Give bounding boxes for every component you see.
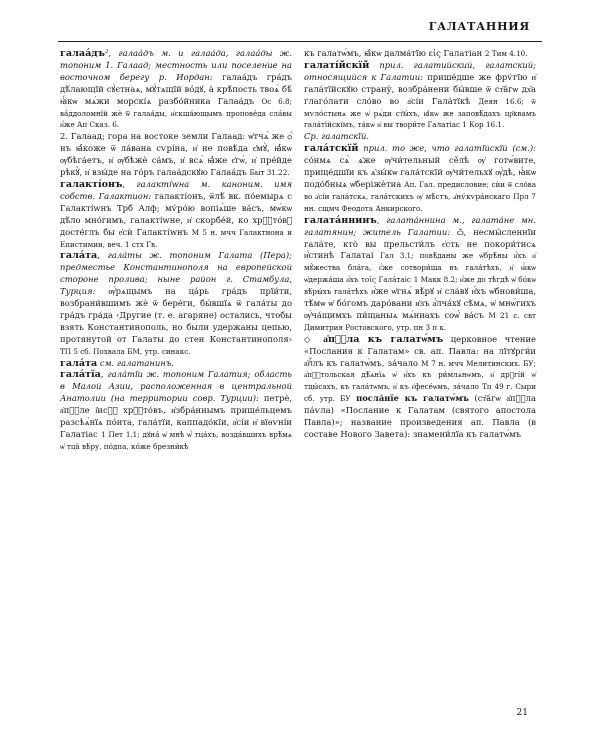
running-head: ГАЛАТАННИЯ xyxy=(428,20,530,33)
church-slavonic-quote: галаа́дъ гра́дъ дѣ́лающїй сꙋ́єтнаѧ, мꙋ́тѧщїй во́дꙋ, а̀ крѣ́пость твоѧ̀ бѣ́ ꙗ҆́кѡ мѧ́жи морскі́ѧ разбо́йника Галаа́дъ xyxy=(60,71,293,106)
source-ref: 2 Тим 4.10. xyxy=(484,49,528,58)
source-ref: Ап. Гал. предисловие; сѝи ѿ сло́ва во а҆сі́и гала́тскѧ, гала́тскихъ ѹ҆ мѣ́стъ, а҆нѵ́кѵра́нскаго xyxy=(304,179,536,201)
headword: гала́та xyxy=(60,250,98,262)
headword: галаа́дъ xyxy=(60,48,106,59)
entry-galaktion xyxy=(60,179,292,250)
source-ref: М 5 н. мчч Галактиона и Епистимии, веч. 1 стх Гв. xyxy=(60,227,292,249)
church-slavonic-quote: галакті́онъ, ѿлѣ́ вк. по́емырѧ с Галакті́wнъ Трб Алф; мѵ́ро́ю вопіѧ́ше ва́съ, мѡ́кѡ дѣ́ло мно́гимъ, галакті́wне, и҆ скорбе́й, ко хрⷭ҇то́вꙋ досте́глъ бы е҆сѝ Галакті́wнъ xyxy=(60,190,293,237)
header-rule xyxy=(58,41,542,42)
right-column xyxy=(304,48,536,441)
entry-galata-see xyxy=(60,358,292,370)
headword: гала́тїа xyxy=(60,369,101,381)
definition: , галакті́wна м. каноним. имя собств. Галактион: xyxy=(60,178,292,201)
entry-galatyanin xyxy=(304,215,536,334)
page-number: 21 xyxy=(516,708,528,718)
source-ref: 1 Макк 8.2; и҆́же до тѣгдѣ ѡ҆ бо́кѡ вѣ́ры́хъ гала́тѣхъ xyxy=(304,275,536,297)
source-ref: 1 Пет 1.1; дꙋна́ ѡ҆ мнѣ ѡ҆́ тца́хъ, возда́вшихъ врѣ́мѧ ѡ҆ тца̀ вѣ́ру, по́дпа, ко́же брезни́кѣ xyxy=(60,430,292,451)
source-ref: Деян 16.6; ѿ мѵло́стынѧ же ѡ҆ рѧ́ди ст҃ы́хъ, ꙗ҆́кѡ же заповѣ́дахъ цр҃квамъ гала́тїйскїмъ, та́кѡ и҆ вы твори́те Галатіас 1 Кор 16.1. xyxy=(304,96,536,130)
entry-galatiyskiy xyxy=(304,60,536,143)
source-ref: Тп 49 г. Сыри сб. утр. БУ xyxy=(304,382,537,404)
source-ref: Ос 6.8; ва́ддоломнїй жѐ ѿ галаа́ды, и҆скша́ющымъ пропове́да сла́вы и҆́же Ап Сказ. 6. xyxy=(60,96,292,130)
church-slavonic-quote: ѹ҆́рѧщымъ на ца́рь гра́дъ прїи́ти, возбрани́вшимъ жѐ ѿ бере́ги, бы́вшїѧ ѿ гала́ты до гра́дъ гра́да xyxy=(60,286,292,320)
source-ref: Быт 31.22. xyxy=(249,168,290,178)
entry-galaad xyxy=(60,48,292,179)
cross-reference: Ср. галатскїй. xyxy=(304,131,370,142)
headword: галаті́йскїй xyxy=(304,59,370,71)
definition: прил. то же, что галатїйскїй (см.): xyxy=(358,143,536,154)
entry-apostol-k-galatam xyxy=(304,334,536,441)
entry-galatskiy xyxy=(304,143,536,214)
church-slavonic-quote: ѡ҆тчѧ́ же ѻ҆́ нъ ꙗ҆́коже ѿ ла́вана сѵрі́на, и҆ не повѣ́да є҆мꙋ̀, ꙗ҆́кѡ ѹ҆бѣга́етъ, и҆ ѹ҆бѣжѐ са́мъ, и҆ всѧ̀ ꙗ҆̀же є҆гѡ̀, и҆ пре́йде рѣкꙋ̀, и҆ взы́де на го́ръ галаа́дскꙋю Галаа́дъ xyxy=(60,131,292,178)
definition: (ст҃а́гѡ а҆пⷭ҇ла па́ѵла) «Послание к Галатам (святого апостола Павла)»; название произведения ап. Павла (в составе Нового Завета): xyxy=(304,393,536,439)
entry-galata xyxy=(60,250,292,357)
entry-continuation xyxy=(304,48,536,60)
translation: ‹Другие (т. е. агаряне) остались, чтобы взять Константинополь, но были удержаны цепью, протянутой от Галаты до стен Константинополя› xyxy=(60,309,292,344)
church-slavonic-quote: со́нмѧ сѧ̀ ѧ҆же ѹ҆чи́тельный сѐ́лѣ ѹ҆ готѡ́вите, прище́дшїи къ ѧ҆зы́кѡ гала́тскїй ѹ҆чи́тельхꙋ ѹ҆́дѣ, ꙗ҆́кѡ подо́бныѧ ѡ҆беріжѐтиа xyxy=(304,155,536,189)
definition: церковное чтение «Послания к Галатам» св. ап. Павла: xyxy=(304,333,536,356)
definition: , галата́ннина м., галата́не мн. галатянин; житель Галатии: xyxy=(304,214,536,237)
church-slavonic-quote: и҆́же ѡ҆гнѧ́ вѣ́рꙋ и҆ сла́вꙋ и҆́хъ ѡ҆бнови́ша, тѣ́мѡ ѡ҆ бо́гомъ даро́вани и҆зъ а҆́лча́хꙋ сѣ́мѧ, ѡ҆ мнѡ́гихъ ѹ҆́ча́щимхъ пи́щаныѧ мѧ́ниахъ соѡ҆́ ва́съ xyxy=(304,286,536,320)
church-slavonic-quote: ѽ, несмы́сленнїи гала́те, кто̀ вы прельсти́лъ є҆сть не покори́тисѧ и҆́стинѣ Галатаі xyxy=(304,226,536,261)
church-slavonic-quote: къ галатѡ́мъ, ꙗ҆́кѡ далма́тїю εἰς Галатіан xyxy=(304,48,483,58)
definition: 2. Галаад; гора на востоке земли Галаад: xyxy=(60,131,246,142)
church-slavonic-quote: петрѐ, а҆пⷭ҇ле і҆исꙋ҆ хрⷭ҇то́въ, и҆збра́ннымъ прише́льцемъ разсѣѧ́нїѧ по́нта, гала́тїи, каппадо́кїи, а҆сі́и и҆ вїѳѵні́и Галатіас xyxy=(60,393,292,439)
source-ref: Гал 3.1; повѣ́даны же ѡ҆брѣ́ны и҆́хъ и҆ мꙋ́жества бла́га, є҆́же сотвори́ша въ гала́тѣхъ, и҆ ꙗ҆́кѡ ѡ҆держа́ша и҆́хъ τοῖς Гала́таіс xyxy=(304,251,537,285)
headword: галакті́онъ xyxy=(60,178,123,190)
definition: , гала́ты ж. топоним Галата (Пера); предместье Константинополя на европейской стороне пролива; ныне район г. Стамбула, Турция: xyxy=(60,250,292,297)
definition: ², галаа́дъ м. и галаа́да, галаа́ды ж. топоним 1. Галаад; местность или поселение на восточном берегу р. Иордан: xyxy=(60,48,292,82)
entry-galatia xyxy=(60,369,292,452)
headword: гала́та xyxy=(60,357,98,369)
church-slavonic-quote: прише́дше же фрѵ́гїю и҆ гала́тїйскꙋю страну̀, возбра́нени бы́вше ѿ ст҃а́гѡ дх҃а глаго́лати сло́во во а҆сі́и Гала́тїкѣ xyxy=(304,71,536,106)
diamond-icon: ◇ xyxy=(304,333,324,344)
definition: прил. галатийский, галатский; относящийся к Галатии: xyxy=(304,59,536,82)
source-ref: ТП 5 сб. Похвала БМ, утр. синакс. xyxy=(60,346,191,356)
headword: гала́тскїй xyxy=(304,143,359,155)
source-ref: М 7 н. мчч Мелитинских. БУ; а҆пⷭ҇тольская дѣ́ѧнїѧ ѡ҆ и҆́хъ къ ри́млѧнѡмъ, и҆ дрꙋгі́й ѡ҆ тцы́сахъ, къ гала́тѡмъ, и҆ къ є҆фесе́ѡмъ, за́чало xyxy=(304,358,536,392)
source-ref: Прл 7 нн. сщмч Феодота Анкирского. xyxy=(304,191,536,213)
church-slavonic-quote: на лїтꙋрги́и а҆пⷭ҇лъ къ галатѡ́мъ, за́чало xyxy=(304,345,536,368)
headword: а҆пⷭ҇ла къ галатѡ́мъ xyxy=(323,333,444,345)
definition: , гала́тїи ж. топоним Галатия; область в Малой Азии, расположенная в центральной Анатолии (на территории совр. Турции): xyxy=(60,369,292,404)
source-ref: М 21 с. свт Димитрия Ростовского, утр. пн 3 п к. xyxy=(304,310,536,332)
church-slavonic-quote: знамени́лїа къ галатѡ́мъ xyxy=(412,429,521,439)
cross-reference: см. галатанинъ. xyxy=(97,357,175,368)
subheadword: посла́нїе къ галатѡ́мъ xyxy=(356,393,469,404)
headword: галата́ннинъ xyxy=(304,214,377,226)
left-column xyxy=(60,48,292,453)
